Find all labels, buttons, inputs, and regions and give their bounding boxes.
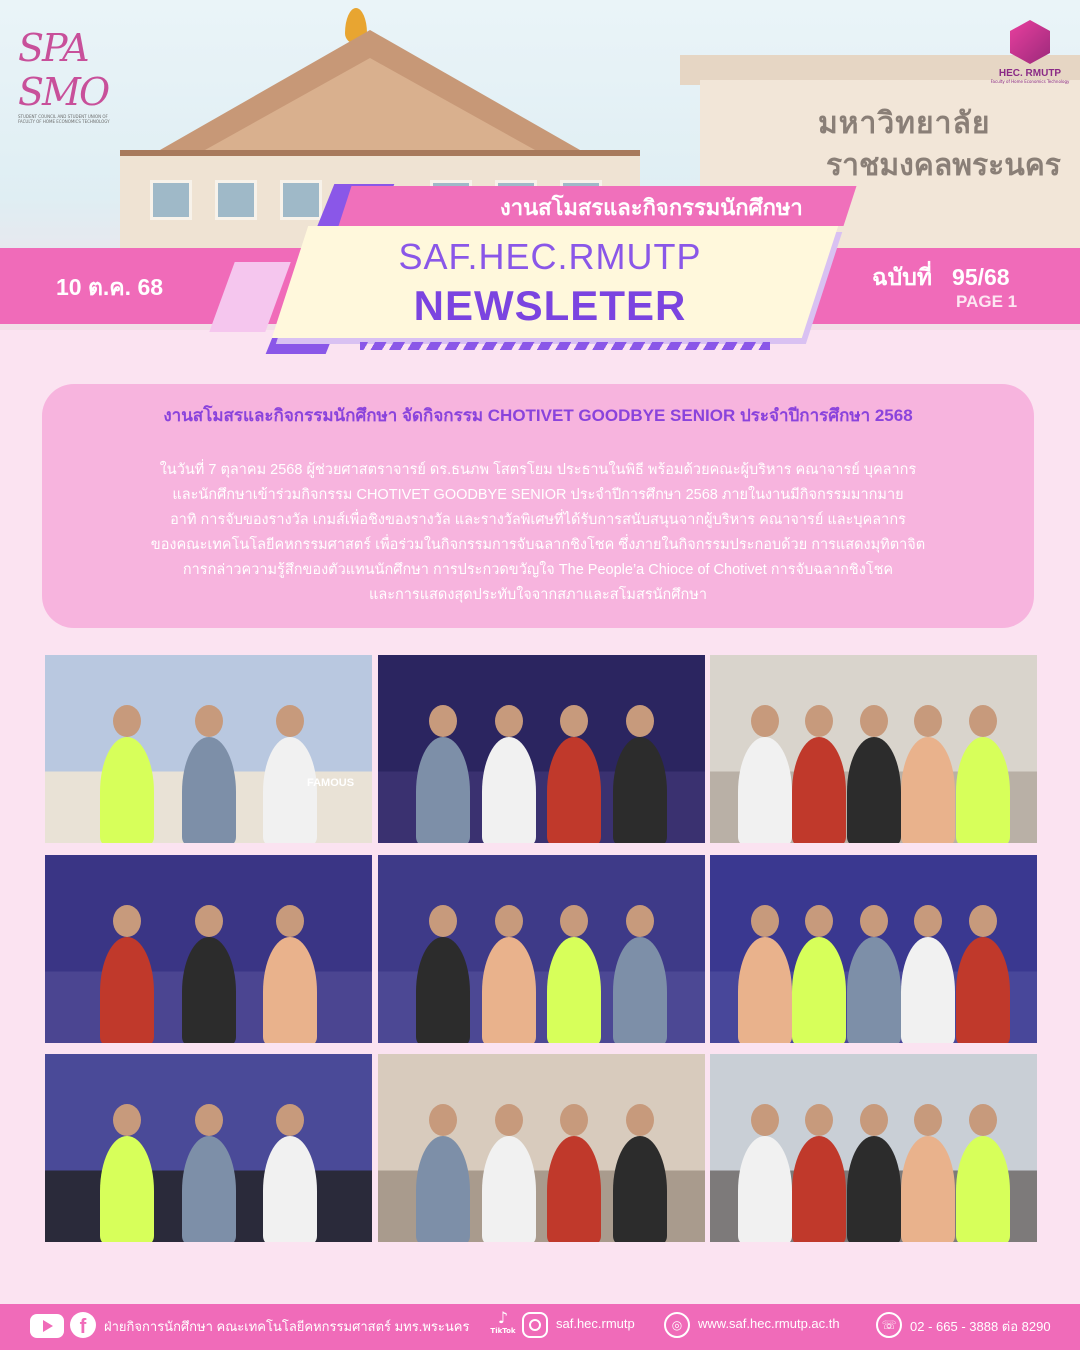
globe-icon: ◎ xyxy=(664,1312,690,1338)
person-head xyxy=(626,905,654,937)
person-head xyxy=(495,905,523,937)
person-silhouette xyxy=(613,1136,667,1242)
smo-logo-caption: STUDENT COUNCIL AND STUDENT UNION OF FACULTY OF HOME ECONOMICS TECHNOLOGY xyxy=(18,114,110,124)
building-window xyxy=(280,180,322,220)
person-silhouette xyxy=(901,1136,955,1242)
person-silhouette xyxy=(182,1136,236,1242)
hec-logo-subtitle: Faculty of Home Economics Technology xyxy=(990,79,1070,84)
person-head xyxy=(914,905,942,937)
person-head xyxy=(429,705,457,737)
article-card xyxy=(42,384,1034,628)
person-head xyxy=(113,705,141,737)
event-photo xyxy=(45,655,372,843)
event-photo xyxy=(45,1054,372,1242)
event-photo xyxy=(45,855,372,1043)
person-silhouette xyxy=(263,1136,317,1242)
building-window xyxy=(215,180,257,220)
newsletter-subtitle: NEWSLETER xyxy=(413,282,687,329)
smo-logo xyxy=(18,26,118,124)
building-sign-2: ราชมงคลพระนคร xyxy=(826,148,1061,183)
person-silhouette xyxy=(416,1136,470,1242)
person-head xyxy=(276,705,304,737)
facebook-icon[interactable]: f xyxy=(70,1312,96,1338)
issue-value: 95/68 xyxy=(952,264,1010,290)
issue-date: 10 ต.ค. 68 xyxy=(56,274,164,300)
person-head xyxy=(969,705,997,737)
person-silhouette xyxy=(182,737,236,843)
person-head xyxy=(751,905,779,937)
person-silhouette xyxy=(547,937,601,1043)
person-head xyxy=(195,1104,223,1136)
article-line: การกล่าวความรู้สึกของตัวแทนนักศึกษา การประกวดขวัญใจ The People’a Chioce of Chotivet การจับฉลากชิงโชค xyxy=(182,562,894,578)
article-body xyxy=(82,458,994,608)
article-line: และนักศึกษาเข้าร่วมกิจกรรม CHOTIVET GOODBYE SENIOR ประจำปีการศึกษา 2568 ภายในงานมีกิจกรรมมากมาย xyxy=(172,487,904,503)
hec-logo-icon xyxy=(1010,20,1050,64)
person-silhouette xyxy=(847,737,901,843)
person-silhouette xyxy=(792,1136,846,1242)
person-silhouette xyxy=(416,737,470,843)
person-silhouette xyxy=(263,737,317,843)
person-head xyxy=(751,1104,779,1136)
person-head xyxy=(560,1104,588,1136)
person-head xyxy=(113,1104,141,1136)
event-photo xyxy=(710,1054,1037,1242)
event-photo xyxy=(378,655,705,843)
person-silhouette xyxy=(792,937,846,1043)
person-head xyxy=(429,905,457,937)
phone-number[interactable]: 02 - 665 - 3888 ต่อ 8290 xyxy=(910,1319,1051,1334)
article-line: และการแสดงสุดประทับใจจากสภาและสโมสรนักศึกษา xyxy=(368,587,707,603)
smo-logo-mark: SPA SMO xyxy=(18,26,109,114)
youtube-icon[interactable] xyxy=(30,1314,64,1338)
person-head xyxy=(195,905,223,937)
person-head xyxy=(113,905,141,937)
event-photo xyxy=(710,655,1037,843)
person-head xyxy=(805,705,833,737)
person-silhouette xyxy=(738,737,792,843)
person-silhouette xyxy=(792,737,846,843)
person-head xyxy=(276,1104,304,1136)
person-silhouette xyxy=(738,937,792,1043)
event-photo xyxy=(378,855,705,1043)
title-stripes xyxy=(360,342,770,350)
person-silhouette xyxy=(482,937,536,1043)
event-photo xyxy=(378,1054,705,1242)
page-number: PAGE 1 xyxy=(956,292,1018,311)
person-head xyxy=(969,1104,997,1136)
article-line: ในวันที่ 7 ตุลาคม 2568 ผู้ช่วยศาสตราจารย์ ดร.ธนภพ โสตรโยม ประธานในพิธี พร้อมด้วยคณะผู้บริหาร คณาจารย์ บุคลากร xyxy=(159,462,917,478)
issue-number xyxy=(872,260,1010,296)
building-roof-inner xyxy=(205,58,535,150)
hec-rmutp-logo xyxy=(990,20,1070,100)
person-silhouette xyxy=(100,737,154,843)
person-head xyxy=(276,905,304,937)
article-line: ของคณะเทคโนโลยีคหกรรมศาสตร์ เพื่อร่วมในกิจกรรมการจับฉลากชิงโชค ซึ่งภายในกิจกรรมประกอบด้วย การแสดงมุทิตาจิต xyxy=(150,537,926,553)
shirt-text: FAMOUS xyxy=(307,777,355,789)
person-silhouette xyxy=(956,737,1010,843)
person-head xyxy=(195,705,223,737)
person-silhouette xyxy=(956,1136,1010,1242)
person-silhouette xyxy=(100,937,154,1043)
building-window xyxy=(150,180,192,220)
instagram-icon[interactable] xyxy=(522,1312,548,1338)
person-silhouette xyxy=(263,937,317,1043)
issue-label: ฉบับที่ xyxy=(872,264,933,290)
person-silhouette xyxy=(956,937,1010,1043)
article-line: อาทิ การจับของรางวัล เกมส์เพื่อชิงของรางวัล และรางวัลพิเศษที่ได้รับการสนับสนุนจากผู้บริหาร คณาจารย์ และบุคลากร xyxy=(170,512,906,528)
person-silhouette xyxy=(847,937,901,1043)
website-link[interactable]: www.saf.hec.rmutp.ac.th xyxy=(698,1316,840,1331)
footer-department: ฝ่ายกิจการนักศึกษา คณะเทคโนโลยีคหกรรมศาสตร์ มทร.พระนคร xyxy=(104,1319,470,1334)
ribbon-text: งานสโมสรและกิจกรรมนักศึกษา xyxy=(500,195,803,220)
person-head xyxy=(626,1104,654,1136)
person-silhouette xyxy=(901,937,955,1043)
person-head xyxy=(560,905,588,937)
person-head xyxy=(560,705,588,737)
person-silhouette xyxy=(100,1136,154,1242)
person-head xyxy=(860,705,888,737)
person-head xyxy=(860,905,888,937)
person-silhouette xyxy=(847,1136,901,1242)
person-silhouette xyxy=(182,937,236,1043)
person-head xyxy=(860,1104,888,1136)
person-head xyxy=(429,1104,457,1136)
person-head xyxy=(626,705,654,737)
person-head xyxy=(495,705,523,737)
person-head xyxy=(805,1104,833,1136)
person-head xyxy=(969,905,997,937)
person-silhouette xyxy=(416,937,470,1043)
person-silhouette xyxy=(738,1136,792,1242)
person-silhouette xyxy=(482,1136,536,1242)
tiktok-label: TikTok xyxy=(490,1327,516,1335)
instagram-handle[interactable]: saf.hec.rmutp xyxy=(556,1316,635,1331)
tiktok-icon[interactable]: ♪ TikTok xyxy=(488,1308,518,1335)
person-head xyxy=(751,705,779,737)
person-silhouette xyxy=(613,937,667,1043)
building-sign-1: มหาวิทยาลัย xyxy=(818,106,991,141)
person-silhouette xyxy=(613,737,667,843)
person-head xyxy=(914,705,942,737)
person-silhouette xyxy=(547,737,601,843)
person-head xyxy=(914,1104,942,1136)
person-head xyxy=(495,1104,523,1136)
person-silhouette xyxy=(547,1136,601,1242)
newsletter-title: SAF.HEC.RMUTP xyxy=(398,236,702,277)
person-head xyxy=(805,905,833,937)
person-silhouette xyxy=(901,737,955,843)
hec-logo-name: HEC. RMUTP xyxy=(998,68,1062,79)
event-photo xyxy=(710,855,1037,1043)
article-title: งานสโมสรและกิจกรรมนักศึกษา จัดกิจกรรม CHOTIVET GOODBYE SENIOR ประจำปีการศึกษา 2568 xyxy=(163,406,913,425)
phone-icon: ☏ xyxy=(876,1312,902,1338)
person-silhouette xyxy=(482,737,536,843)
